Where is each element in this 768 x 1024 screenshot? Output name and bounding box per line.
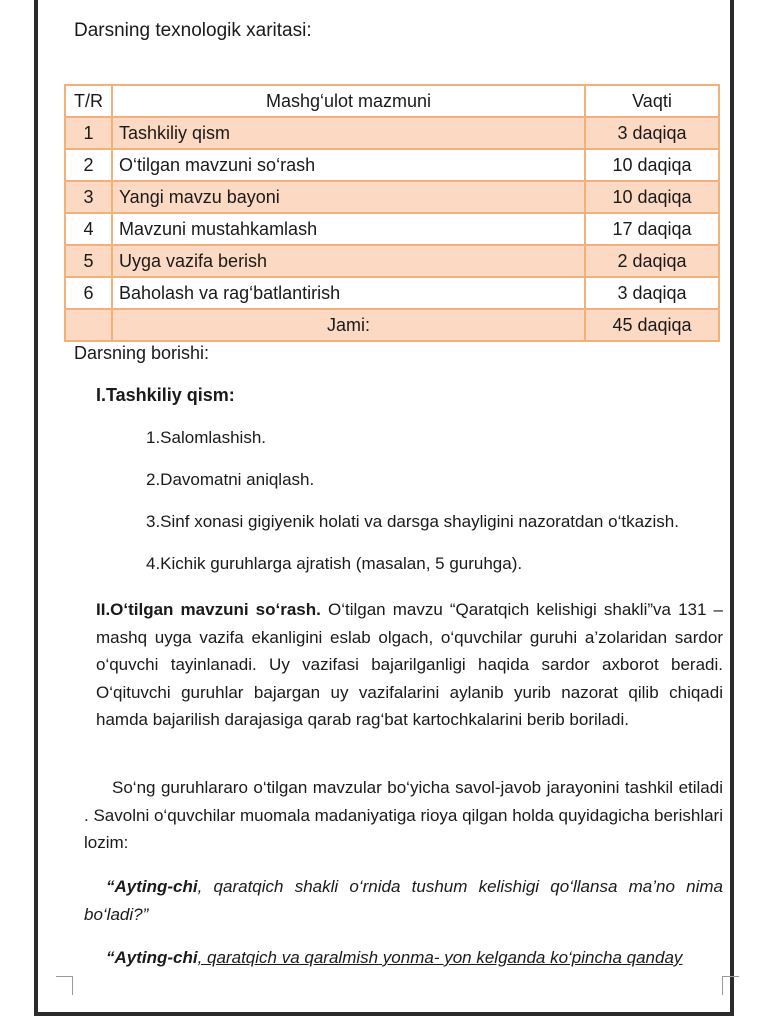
table-row xyxy=(65,117,719,149)
row-time: 3 daqiqa xyxy=(585,117,719,149)
page-corner-mark-right xyxy=(722,976,739,995)
quote-2-text: , qaratqich va qaralmish yonma- yon kelganda ko‘pincha qanday xyxy=(197,948,683,967)
quote-2 xyxy=(84,944,723,972)
header-time: Vaqti xyxy=(585,85,719,117)
row-time: 3 daqiqa xyxy=(585,277,719,309)
page-corner-mark-left xyxy=(56,976,73,995)
quote-1-text: , qaratqich shakli o‘rnida tushum kelishigi qo‘llansa ma’no nima bo‘ladi?” xyxy=(84,877,723,924)
list-item: 4.Kichik guruhlarga ajratish (masalan, 5 guruhga). xyxy=(146,554,523,573)
part2-heading: II.O‘tilgan mavzuni so‘rash. xyxy=(96,600,321,619)
header-content: Mashg‘ulot mazmuni xyxy=(112,85,585,117)
row-time: 10 daqiqa xyxy=(585,149,719,181)
row-content: Tashkiliy qism xyxy=(112,117,585,149)
row-number: 4 xyxy=(65,213,112,245)
row-number: 3 xyxy=(65,181,112,213)
table-row xyxy=(65,245,719,277)
row-content: Baholash va rag‘batlantirish xyxy=(112,277,585,309)
page-title: Darsning texnologik xaritasi: xyxy=(74,20,312,41)
table-header-row xyxy=(65,85,719,117)
section-title: Darsning borishi: xyxy=(74,343,210,363)
list-item: 2.Davomatni aniqlash. xyxy=(146,470,315,489)
quote-1-lead: “Ayting-chi xyxy=(106,877,198,896)
part2-paragraph2: So‘ng guruhlararo o‘tilgan mavzular bo‘yicha savol-javob jarayonini tashkil etiladi . Savolni o‘quvchilar muomala madaniyatiga rioya qilgan holda quyidagicha berishlari lozim: xyxy=(84,778,723,852)
quote-2-lead: “Ayting-chi xyxy=(106,948,198,967)
row-content: Uyga vazifa berish xyxy=(112,245,585,277)
row-time: 10 daqiqa xyxy=(585,181,719,213)
table-row xyxy=(65,213,719,245)
row-time: 17 daqiqa xyxy=(585,213,719,245)
lesson-plan-table xyxy=(64,84,720,342)
row-time: 2 daqiqa xyxy=(585,245,719,277)
row-content: O‘tilgan mavzuni so‘rash xyxy=(112,149,585,181)
row-content: Yangi mavzu bayoni xyxy=(112,181,585,213)
total-label: Jami: xyxy=(112,309,585,341)
table-total-row xyxy=(65,309,719,341)
table-row xyxy=(65,277,719,309)
header-number: T/R xyxy=(65,85,112,117)
row-number: 1 xyxy=(65,117,112,149)
total-empty-cell xyxy=(65,309,112,341)
part2-paragraph xyxy=(96,596,723,734)
total-value: 45 daqiqa xyxy=(585,309,719,341)
row-number: 6 xyxy=(65,277,112,309)
part1-heading: I.Tashkiliy qism: xyxy=(96,385,235,405)
part2-text: O‘tilgan mavzu “Qaratqich kelishigi shakli”va 131 – mashq uyga vazifa ekanligini eslab olgach, o‘quvchilar guruhi a’zolaridan sardor o‘quvchi tayinlanadi. Uy vazifasi bajarilganligi haqida sardor axborot beradi. O‘qituvchi guruhlar bajargan uy vazifalarini aylanib yurib nazorat qilib chiqadi hamda bajarilish darajasiga qarab rag‘bat kartochkalarini berib boriladi. xyxy=(96,600,723,729)
list-item: 3.Sinf xonasi gigiyenik holati va darsga shayligini nazoratdan o‘tkazish. xyxy=(146,512,679,531)
quote-1 xyxy=(84,873,723,928)
table-row xyxy=(65,149,719,181)
list-item: 1.Salomlashish. xyxy=(146,428,267,447)
table-row xyxy=(65,181,719,213)
row-content: Mavzuni mustahkamlash xyxy=(112,213,585,245)
row-number: 5 xyxy=(65,245,112,277)
row-number: 2 xyxy=(65,149,112,181)
